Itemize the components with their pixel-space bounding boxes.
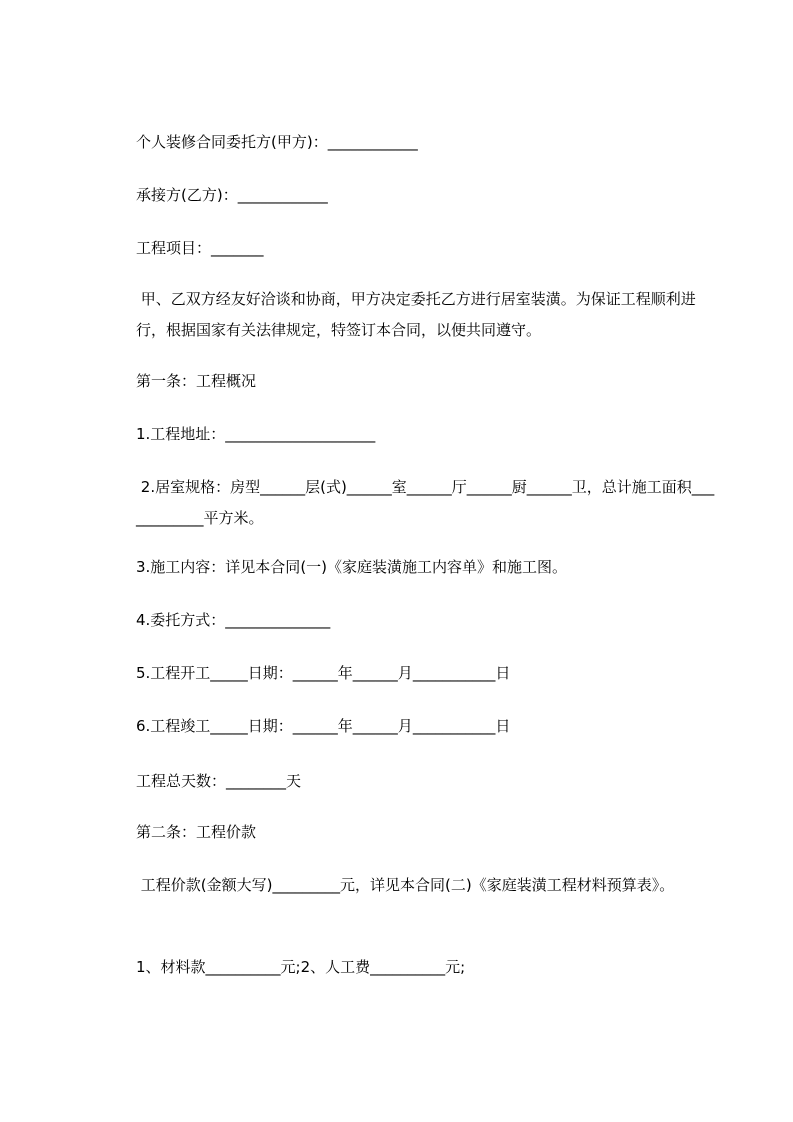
completion-date-line: 6.工程竣工_____日期：______年______月___________日: [136, 717, 511, 735]
construction-content-line: 3.施工内容：详见本合同(一)《家庭装潢施工内容单》和施工图。: [136, 558, 568, 576]
cost-breakdown-line: 1、材料款__________元;2、人工费__________元;: [136, 958, 466, 976]
article-2-heading: 第二条：工程价款: [136, 823, 257, 841]
commission-method-line: 4.委托方式：______________: [136, 611, 331, 629]
room-spec-paragraph: 2.居室规格：房型______层(式)______室______厅______厨______卫，总计施工面积____________平方米。: [136, 478, 715, 527]
price-paragraph: 工程价款(金额大写)_________元，详见本合同(二)《家庭装潢工程材料预算表》。: [136, 876, 675, 894]
client-party-line: 个人装修合同委托方(甲方)：____________: [136, 133, 418, 151]
total-days-line: 工程总天数：________天: [136, 772, 302, 790]
start-date-line: 5.工程开工_____日期：______年______月___________日: [136, 664, 511, 682]
article-1-heading: 第一条：工程概况: [136, 372, 257, 390]
contractor-party-line: 承接方(乙方)：____________: [136, 186, 328, 204]
project-address-line: 1.工程地址：____________________: [136, 425, 376, 443]
project-name-line: 工程项目：_______: [136, 239, 264, 257]
intro-paragraph: 甲、乙双方经友好洽谈和协商，甲方决定委托乙方进行居室装潢。为保证工程顺利进行，根据国家有关法律规定，特签订本合同，以便共同遵守。: [136, 290, 696, 339]
